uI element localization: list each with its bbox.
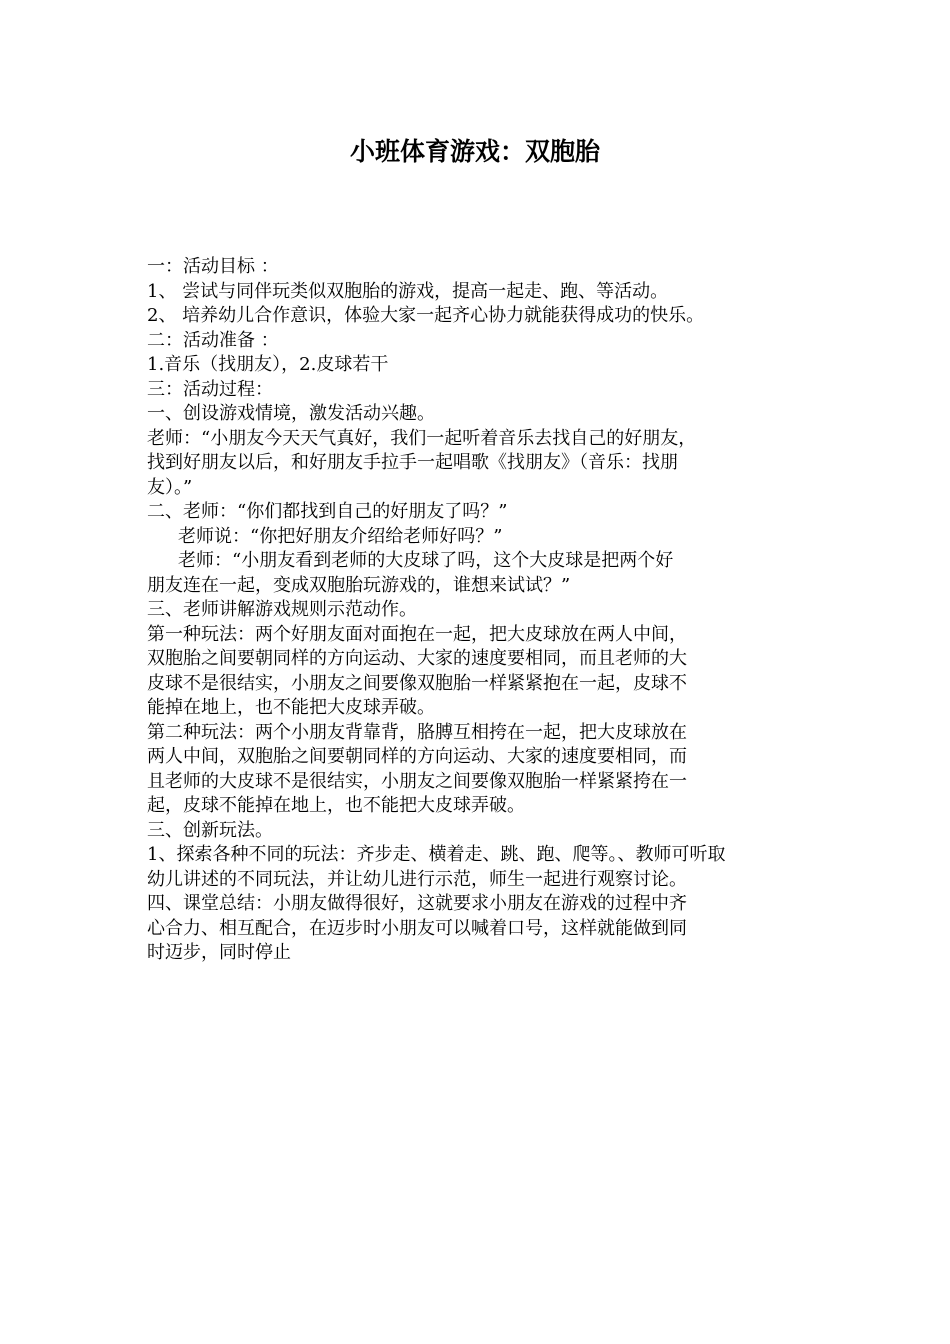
paragraph-line: 起，皮球不能掉在地上，也不能把大皮球弄破。	[147, 795, 525, 816]
process-step-2-heading: 二、老师：“你们都找到自己的好朋友了吗？”	[147, 501, 508, 522]
paragraph-line: 且老师的大皮球不是很结实，小朋友之间要像双胞胎一样紧紧挎在一	[147, 770, 687, 792]
paragraph-line: 友）。”	[147, 476, 193, 498]
paragraph-line: 时迈步，同时停止	[147, 942, 291, 963]
section-heading-process: 三：活动过程：	[147, 378, 273, 400]
section-heading-goals: 一：活动目标 ：	[147, 256, 279, 277]
process-step-3-heading: 三、老师讲解游戏规则示范动作。	[147, 599, 417, 620]
paragraph-line: 皮球不是很结实，小朋友之间要像双胞胎一样紧紧抱在一起，皮球不	[147, 672, 687, 694]
goal-item-1: 1、 尝试与同伴玩类似双胞胎的游戏，提高一起走、跑、等活动。	[147, 280, 669, 302]
goal-item-2: 2、 培养幼儿合作意识，体验大家一起齐心协力就能获得成功的快乐。	[147, 305, 705, 326]
paragraph-line: 双胞胎之间要朝同样的方向运动、大家的速度要相同，而且老师的大	[147, 648, 687, 669]
document-title: 小班体育游戏：双胞胎	[349, 137, 600, 166]
paragraph-line: 幼儿讲述的不同玩法，并让幼儿进行示范，师生一起进行观察讨论。	[147, 868, 687, 890]
paragraph-line: 朋友连在一起，变成双胞胎玩游戏的，谁想来试试？”	[147, 574, 571, 596]
paragraph-line: 心合力、相互配合，在迈步时小朋友可以喊着口号，这样就能做到同	[147, 917, 687, 939]
paragraph-line: 老师说：“你把好朋友介绍给老师好吗？”	[178, 525, 503, 547]
innovation-heading: 三、创新玩法。	[147, 819, 273, 841]
paragraph-line: 第一种玩法：两个好朋友面对面抱在一起，把大皮球放在两人中间，	[147, 623, 687, 645]
paragraph-line: 找到好朋友以后，和好朋友手拉手一起唱歌《找朋友》（音乐：找朋	[147, 452, 678, 473]
process-step-1-heading: 一、创设游戏情境，激发活动兴趣。	[147, 403, 435, 424]
paragraph-line: 老师：“小朋友看到老师的大皮球了吗，这个大皮球是把两个好	[178, 550, 674, 571]
paragraph-line: 老师：“小朋友今天天气真好，我们一起听着音乐去找自己的好朋友，	[147, 427, 697, 449]
document-body	[147, 255, 822, 966]
paragraph-line: 1、探索各种不同的玩法：齐步走、横着走、跳、跑、爬等。、教师可听取	[147, 844, 726, 865]
paragraph-line: 第二种玩法：两个小朋友背靠背，胳膊互相挎在一起，把大皮球放在	[147, 721, 687, 743]
summary-line: 四、课堂总结：小朋友做得很好，这就要求小朋友在游戏的过程中齐	[147, 893, 687, 914]
preparation-text: 1.音乐（找朋友），2.皮球若干	[147, 354, 389, 375]
section-heading-preparation: 二：活动准备 ：	[147, 329, 279, 351]
paragraph-line: 能掉在地上，也不能把大皮球弄破。	[147, 697, 435, 718]
paragraph-line: 两人中间，双胞胎之间要朝同样的方向运动、大家的速度要相同，而	[147, 746, 687, 767]
